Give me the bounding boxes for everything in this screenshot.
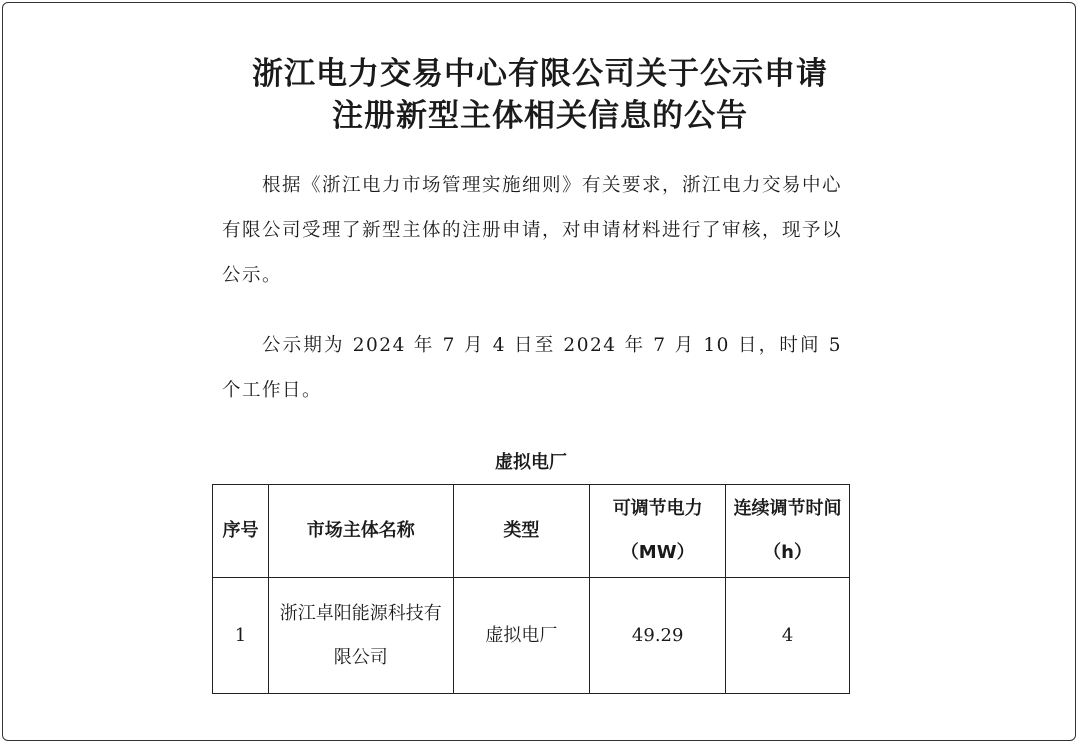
document-title-line-2: 注册新型主体相关信息的公告 [332, 98, 748, 134]
header-type: 类型 [453, 485, 590, 578]
cell-power: 49.29 [590, 578, 726, 694]
paragraph-intro: 根据《浙江电力市场管理实施细则》有关要求，浙江电力交易中心有限公司受理了新型主体的注册申请，对申请材料进行了审核，现予以公示。 [222, 175, 843, 286]
table-header-row [213, 485, 850, 578]
cell-index: 1 [213, 578, 269, 694]
header-entity-name: 市场主体名称 [268, 485, 453, 578]
entity-table [212, 484, 850, 694]
paragraph-period: 公示期为 2024 年 7 月 4 日至 2024 年 7 月 10 日，时间 5 个工作日。 [222, 335, 842, 401]
header-duration: 连续调节时间（h） [726, 485, 850, 578]
cell-type: 虚拟电厂 [453, 578, 590, 694]
header-power: 可调节电力（MW） [590, 485, 726, 578]
table-caption: 虚拟电厂 [495, 452, 567, 473]
cell-entity-name: 浙江卓阳能源科技有限公司 [268, 578, 453, 694]
table-row [213, 578, 850, 694]
document-title-line-1: 浙江电力交易中心有限公司关于公示申请 [252, 56, 828, 92]
header-index: 序号 [213, 485, 269, 578]
cell-duration: 4 [726, 578, 850, 694]
